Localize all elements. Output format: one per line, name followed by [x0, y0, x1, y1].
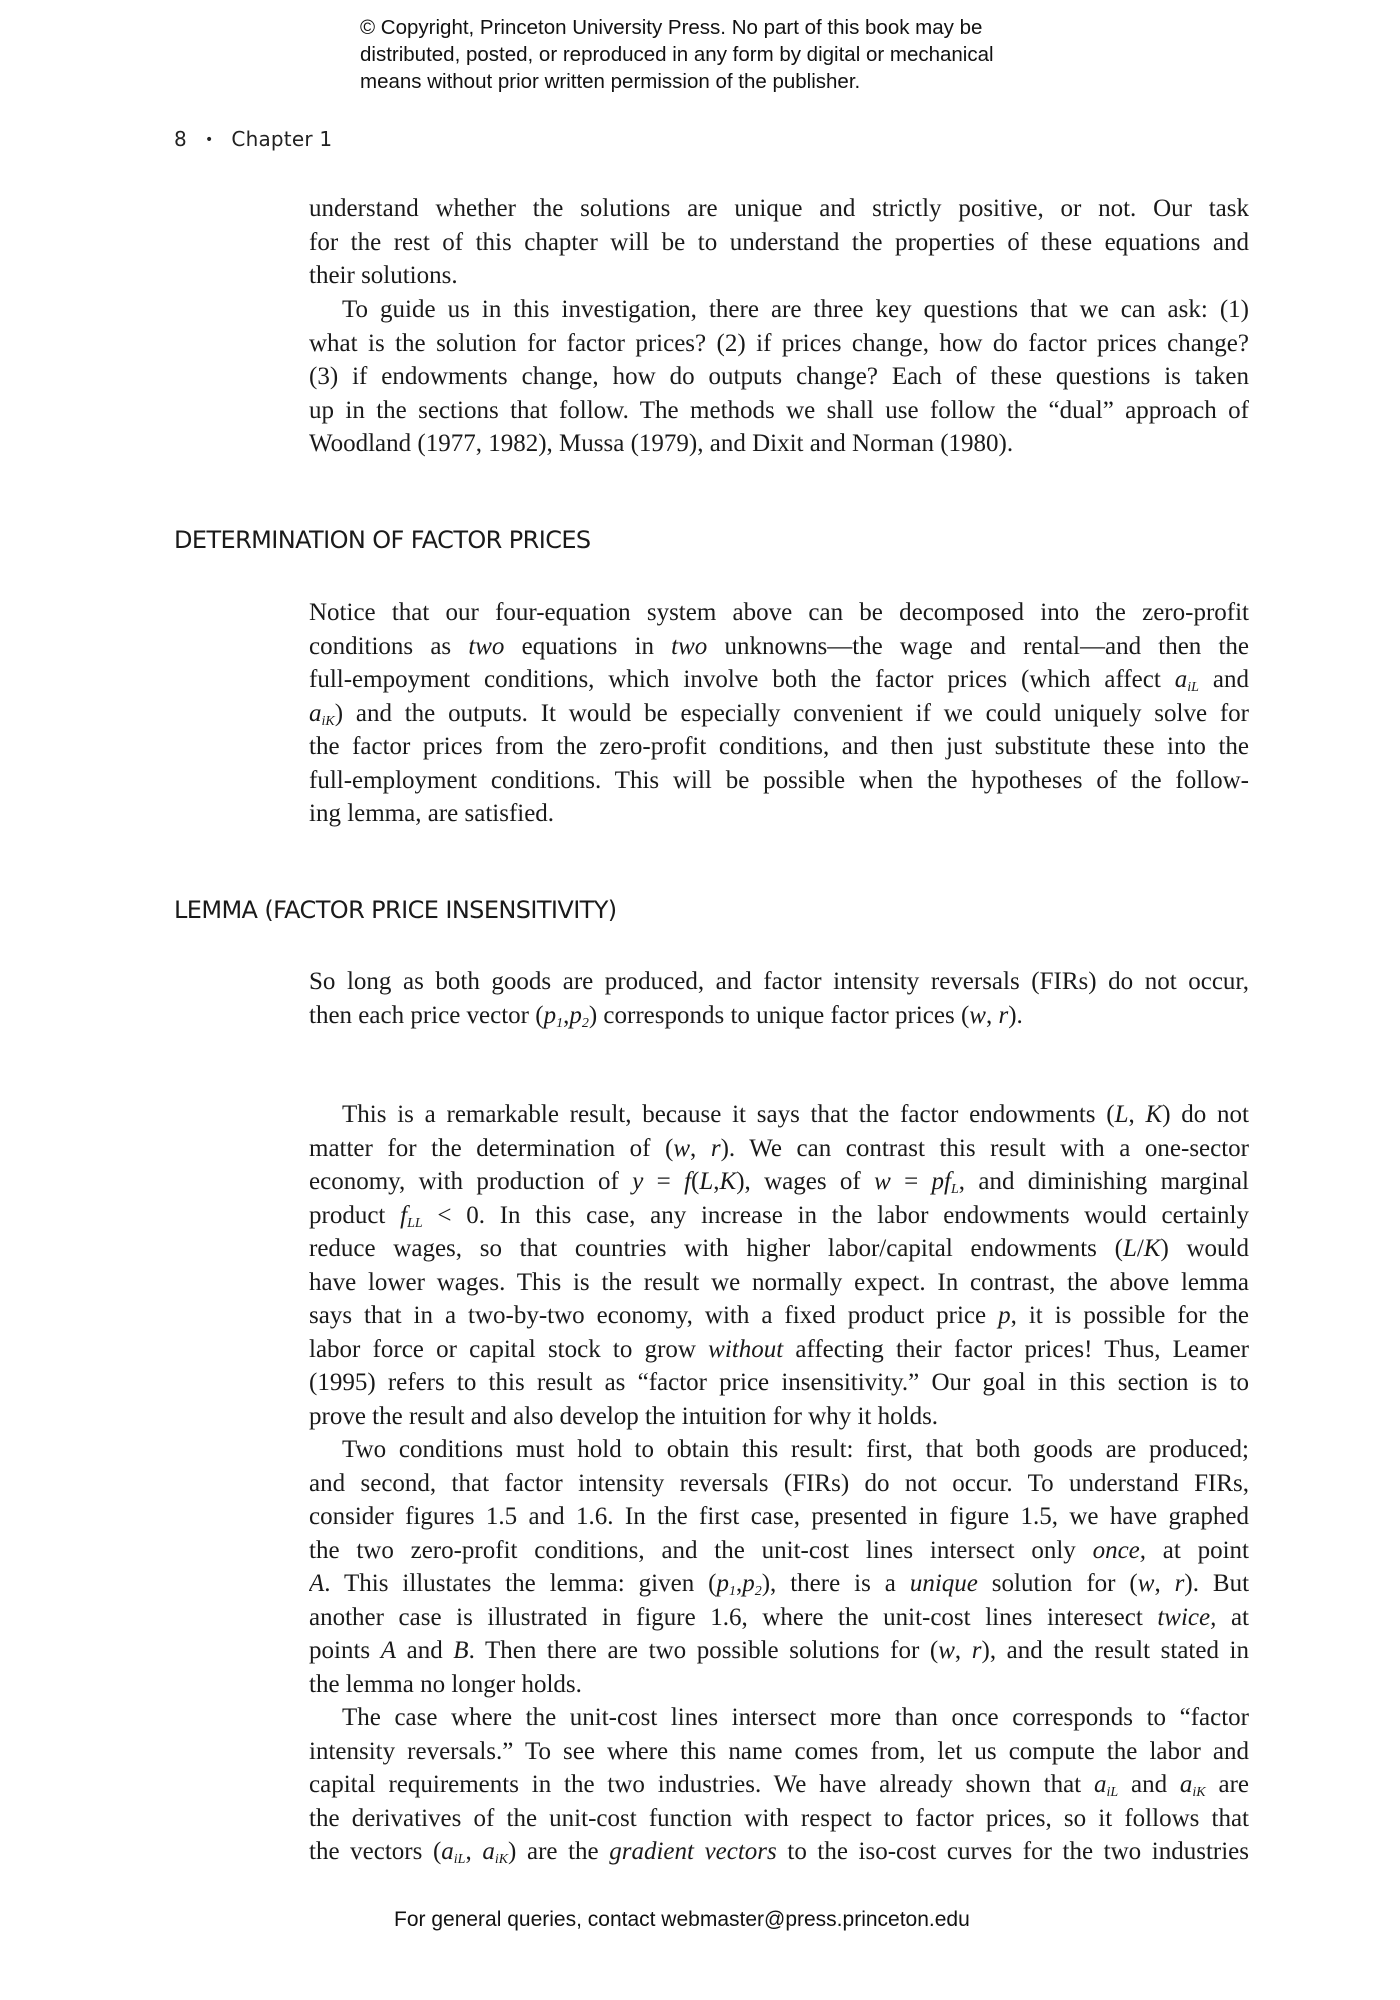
paragraph-decomposition	[309, 596, 1249, 831]
paragraph-remarkable-result	[309, 1098, 1249, 1433]
text-line: prove the result and also develop the intuition for why it holds.	[309, 1402, 939, 1430]
text-line: capital requirements in the two industries. We have already shown that $a_{iL}$ and $a_{iK}$ are	[309, 1771, 1249, 1800]
text-line: Notice that our four-equation system above can be decomposed into the zero-profit	[309, 599, 1249, 626]
text-line: full-empoyment conditions, which involve both the factor prices (which affect $a_{iL}$ and	[309, 666, 1249, 695]
paragraph-continuation	[309, 192, 1249, 293]
text-line: understand whether the solutions are unique and strictly positive, or not. Our task	[309, 195, 1249, 222]
text-line: up in the sections that follow. The methods we shall use follow the “dual” approach of	[309, 396, 1249, 424]
text-line: the factor prices from the zero-profit conditions, and then just substitute these into the	[309, 733, 1249, 760]
text-line: product $f_{LL} < 0$. In this case, any increase in the labor endowments would certainly	[309, 1201, 1249, 1231]
paragraph-factor-intensity-reversals	[309, 1701, 1249, 1869]
text-line: says that in a two-by-two economy, with a fixed product price p, it is possible for the	[309, 1302, 1249, 1329]
text-line: Woodland (1977, 1982), Mussa (1979), and Dixit and Norman (1980).	[309, 430, 1014, 457]
text-line: Two conditions must hold to obtain this result: first, that both goods are produced;	[342, 1436, 1249, 1463]
text-line: consider figures 1.5 and 1.6. In the first case, presented in figure 1.5, we have graphed	[309, 1503, 1249, 1530]
running-head	[174, 127, 332, 151]
text-line: their solutions.	[309, 262, 458, 289]
text-line: ing lemma, are satisfied.	[309, 800, 555, 827]
text-line: $a_{iK}$) and the outputs. It would be especially convenient if we could uniquely solve for	[309, 699, 1249, 729]
section-heading-factor-prices: DETERMINATION OF FACTOR PRICES	[174, 526, 591, 554]
text-line: labor force or capital stock to grow without affecting their factor prices! Thus, Leamer	[309, 1335, 1249, 1363]
text-line: This is a remarkable result, because it says that the factor endowments (L, K) do not	[342, 1101, 1249, 1128]
copyright-line: © Copyright, Princeton University Press. No part of this book may be	[360, 16, 983, 39]
text-line: and second, that factor intensity reversals (FIRs) do not occur. To understand FIRs,	[309, 1469, 1249, 1497]
text-line: So long as both goods are produced, and factor intensity reversals (FIRs) do not occur,	[309, 968, 1249, 995]
text-line: economy, with production of y = f(L,K), wages of $w = pf_L$, and diminishing marginal	[309, 1168, 1249, 1197]
text-line: reduce wages, so that countries with higher labor/capital endowments (L/K) would	[309, 1235, 1249, 1262]
text-line: the two zero-profit conditions, and the unit-cost lines intersect only once, at point	[309, 1536, 1249, 1564]
text-line: (3) if endowments change, how do outputs change? Each of these questions is taken	[309, 363, 1249, 390]
copyright-line: distributed, posted, or reproduced in any form by digital or mechanical	[360, 43, 994, 66]
text-line: have lower wages. This is the result we normally expect. In contrast, the above lemma	[309, 1268, 1249, 1296]
text-line: To guide us in this investigation, there are three key questions that we can ask: (1)	[342, 296, 1249, 323]
text-line: matter for the determination of (w, r). We can contrast this result with a one-sector	[309, 1134, 1249, 1162]
text-line: full-employment conditions. This will be possible when the hypotheses of the follow-	[309, 766, 1249, 794]
text-line: the lemma no longer holds.	[309, 1670, 582, 1698]
text-line: for the rest of this chapter will be to understand the properties of these equations and	[309, 228, 1249, 256]
text-line: the vectors ($a_{iL}$, $a_{iK}$) are the gradient vectors to the iso-cost curves for the two industries	[309, 1838, 1249, 1867]
text-line: (1995) refers to this result as “factor price insensitivity.” Our goal in this section is to	[309, 1369, 1249, 1396]
section-heading-lemma: LEMMA (FACTOR PRICE INSENSITIVITY)	[174, 896, 617, 924]
lemma-statement	[309, 965, 1249, 1032]
text-line: conditions as two equations in two unknowns—the wage and rental—and then the	[309, 632, 1249, 660]
text-line: what is the solution for factor prices? (2) if prices change, how do factor prices change?	[309, 329, 1249, 357]
paragraph-two-conditions	[309, 1433, 1249, 1701]
text-line: points A and B. Then there are two possible solutions for (w, r), and the result stated in	[309, 1637, 1249, 1664]
copyright-notice	[360, 14, 1080, 95]
page-number: 8	[174, 127, 187, 151]
text-line: the derivatives of the unit-cost function with respect to factor prices, so it follows that	[309, 1804, 1249, 1832]
text-line: The case where the unit-cost lines intersect more than once corresponds to “factor	[342, 1704, 1249, 1731]
footer-contact: For general queries, contact webmaster@press.princeton.edu	[394, 1908, 970, 1931]
paragraph-key-questions	[309, 293, 1249, 461]
bullet-separator: •	[204, 132, 214, 148]
copyright-line: means without prior written permission of the publisher.	[360, 70, 861, 93]
text-line: another case is illustrated in figure 1.6, where the unit-cost lines interesect twice, at	[309, 1603, 1249, 1631]
chapter-label: Chapter 1	[231, 127, 333, 151]
text-line: A. This illustates the lemma: given $(p_1,p_2)$, there is a unique solution for (w, r). But	[309, 1570, 1249, 1599]
text-line: intensity reversals.” To see where this name comes from, let us compute the labor and	[309, 1737, 1249, 1765]
text-line: then each price vector $(p_1,p_2)$ corresponds to unique factor prices (w, r).	[309, 1001, 1023, 1031]
